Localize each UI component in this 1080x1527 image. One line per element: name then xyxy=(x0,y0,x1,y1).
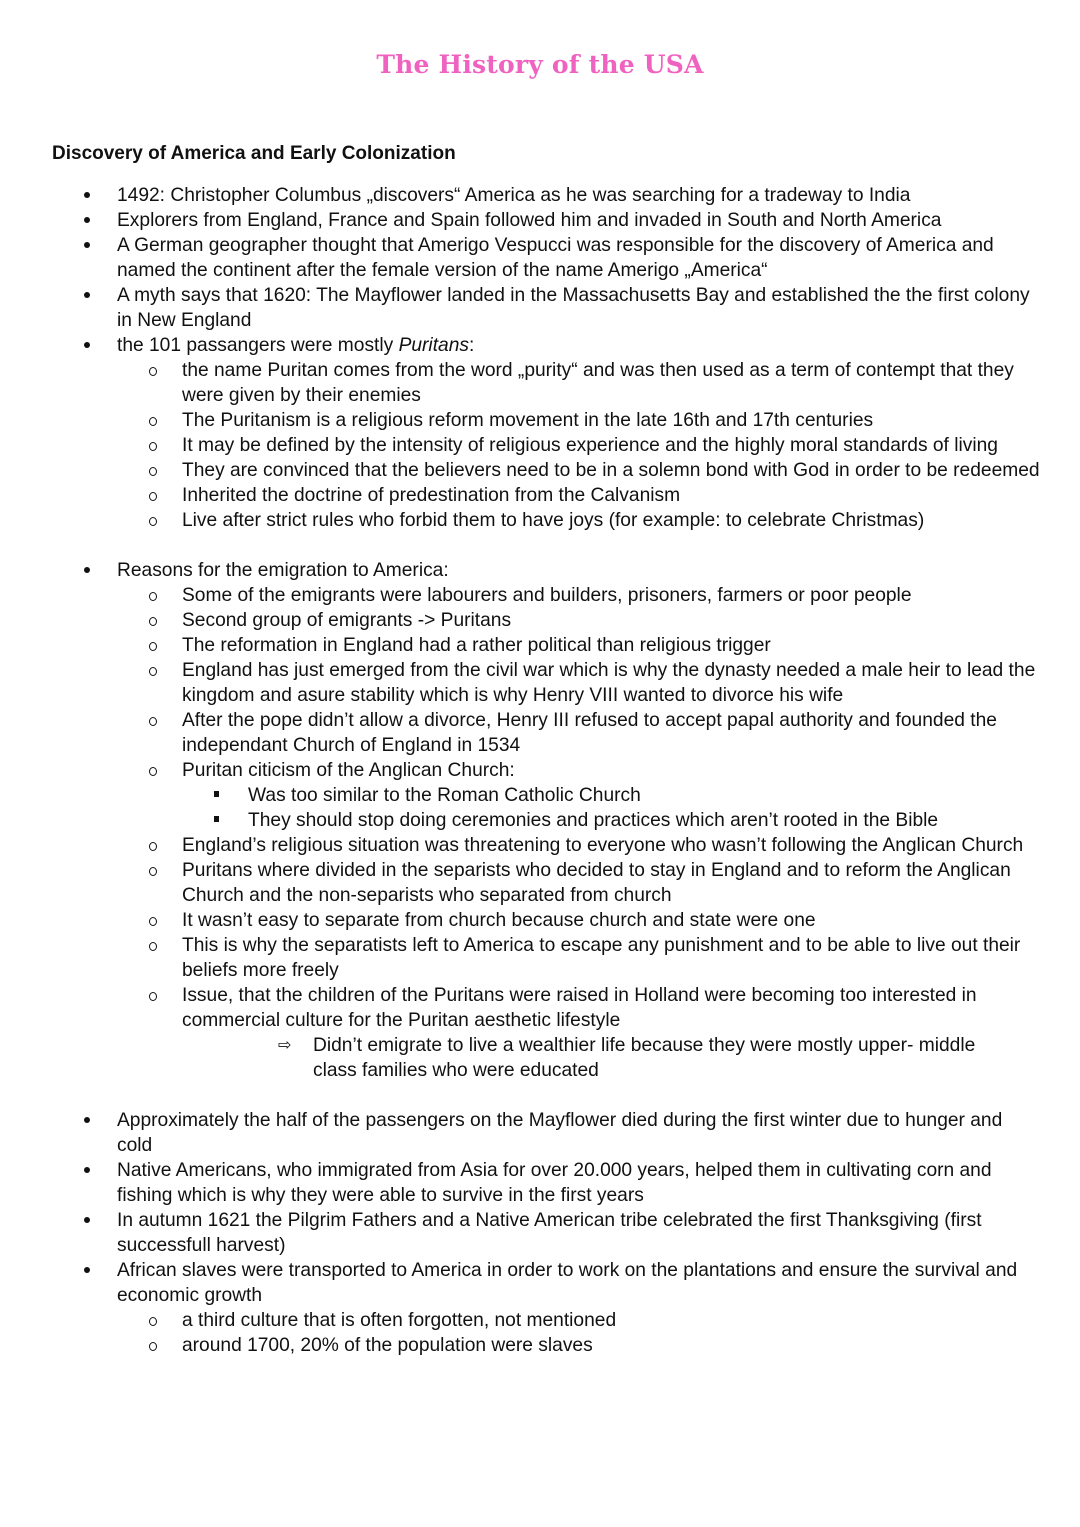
circle-bullet-icon xyxy=(149,484,157,509)
list-item: Reasons for the emigration to America: xyxy=(0,558,1080,583)
list-item: Was too similar to the Roman Catholic Church xyxy=(0,783,1080,808)
list-item: After the pope didn’t allow a divorce, Henry III refused to accept papal authority and founded the independant Church of England in 1534 xyxy=(0,708,1080,758)
list-item: the name Puritan comes from the word „purity“ and was then used as a term of contempt that they were given by their enemies xyxy=(0,358,1080,408)
bullet-icon xyxy=(84,208,90,233)
bullet-icon xyxy=(84,1108,90,1133)
list-item: Live after strict rules who forbid them to have joys (for example: to celebrate Christmas) xyxy=(0,508,1080,533)
circle-bullet-icon xyxy=(149,834,157,859)
bullet-icon xyxy=(84,333,90,358)
circle-bullet-icon xyxy=(149,359,157,384)
circle-bullet-icon xyxy=(149,584,157,609)
circle-bullet-icon xyxy=(149,434,157,459)
circle-bullet-icon xyxy=(149,859,157,884)
spacer xyxy=(0,533,1080,558)
bullet-icon xyxy=(84,558,90,583)
bullet-icon xyxy=(84,1158,90,1183)
circle-bullet-icon xyxy=(149,459,157,484)
bullet-icon xyxy=(84,1208,90,1233)
bullet-icon xyxy=(84,183,90,208)
circle-bullet-icon xyxy=(149,984,157,1009)
list-item: Native Americans, who immigrated from Asia for over 20.000 years, helped them in cultivating corn and fishing which is why they were able to survive in the first years xyxy=(0,1158,1080,1208)
bullet-icon xyxy=(84,283,90,308)
circle-bullet-icon xyxy=(149,759,157,784)
circle-bullet-icon xyxy=(149,634,157,659)
circle-bullet-icon xyxy=(149,709,157,734)
circle-bullet-icon xyxy=(149,934,157,959)
list-item: the 101 passangers were mostly Puritans: xyxy=(0,333,1080,358)
list-item: A German geographer thought that Amerigo Vespucci was responsible for the discovery of America and named the continent after the female version of the name Amerigo „America“ xyxy=(0,233,1080,283)
list-item: Explorers from England, France and Spain followed him and invaded in South and North America xyxy=(0,208,1080,233)
list-item: 1492: Christopher Columbus „discovers“ America as he was searching for a tradeway to India xyxy=(0,183,1080,208)
list-item: In autumn 1621 the Pilgrim Fathers and a Native American tribe celebrated the first Thanksgiving (first successfull harvest) xyxy=(0,1208,1080,1258)
bullet-icon xyxy=(84,1258,90,1283)
list-item: Issue, that the children of the Puritans were raised in Holland were becoming too interested in commercial culture for the Puritan aesthetic lifestyle xyxy=(0,983,1080,1033)
list-item: A myth says that 1620: The Mayflower landed in the Massachusetts Bay and established the the first colony in New England xyxy=(0,283,1080,333)
list-item: They are convinced that the believers need to be in a solemn bond with God in order to be redeemed xyxy=(0,458,1080,483)
list-item: ⇨ Didn’t emigrate to live a wealthier life because they were mostly upper- middle class families who were educated xyxy=(278,1035,976,1081)
puritans-term: Puritans xyxy=(398,335,469,356)
square-bullet-icon xyxy=(214,808,219,833)
spacer xyxy=(0,1083,1080,1108)
list-item: Puritan citicism of the Anglican Church: xyxy=(0,758,1080,783)
list-item: England’s religious situation was threatening to everyone who wasn’t following the Anglican Church xyxy=(0,833,1080,858)
list-item: around 1700, 20% of the population were slaves xyxy=(0,1333,1080,1358)
circle-bullet-icon xyxy=(149,409,157,434)
list-item: Inherited the doctrine of predestination from the Calvanism xyxy=(0,483,1080,508)
circle-bullet-icon xyxy=(149,609,157,634)
circle-bullet-icon xyxy=(149,509,157,534)
list-item: Puritans where divided in the separists who decided to stay in England and to reform the Anglican Church and the non-separists who separated from church xyxy=(0,858,1080,908)
square-bullet-icon xyxy=(214,783,219,808)
circle-bullet-icon xyxy=(149,1334,157,1359)
list-item: England has just emerged from the civil war which is why the dynasty needed a male heir to lead the kingdom and asure stability which is why Henry VIII wanted to divorce his wife xyxy=(0,658,1080,708)
list-item: a third culture that is often forgotten, not mentioned xyxy=(0,1308,1080,1333)
notes-list xyxy=(0,183,1080,1358)
bullet-icon xyxy=(84,233,90,258)
circle-bullet-icon xyxy=(149,659,157,684)
list-item: The reformation in England had a rather political than religious trigger xyxy=(0,633,1080,658)
list-item: They should stop doing ceremonies and practices which aren’t rooted in the Bible xyxy=(0,808,1080,833)
section-heading: Discovery of America and Early Colonization xyxy=(52,143,456,164)
page-title: The History of the USA xyxy=(376,50,704,79)
list-item: The Puritanism is a religious reform movement in the late 16th and 17th centuries xyxy=(0,408,1080,433)
circle-bullet-icon xyxy=(149,909,157,934)
list-item: Some of the emigrants were labourers and builders, prisoners, farmers or poor people xyxy=(0,583,1080,608)
list-item: This is why the separatists left to America to escape any punishment and to be able to live out their beliefs more freely xyxy=(0,933,1080,983)
list-item: It wasn’t easy to separate from church because church and state were one xyxy=(0,908,1080,933)
list-item: Approximately the half of the passengers on the Mayflower died during the first winter due to hunger and cold xyxy=(0,1108,1080,1158)
list-item: It may be defined by the intensity of religious experience and the highly moral standards of living xyxy=(0,433,1080,458)
arrow-right-icon: ⇨ xyxy=(278,1037,292,1054)
list-item: African slaves were transported to America in order to work on the plantations and ensure the survival and economic growth xyxy=(0,1258,1080,1308)
list-item: Second group of emigrants -> Puritans xyxy=(0,608,1080,633)
circle-bullet-icon xyxy=(149,1309,157,1334)
